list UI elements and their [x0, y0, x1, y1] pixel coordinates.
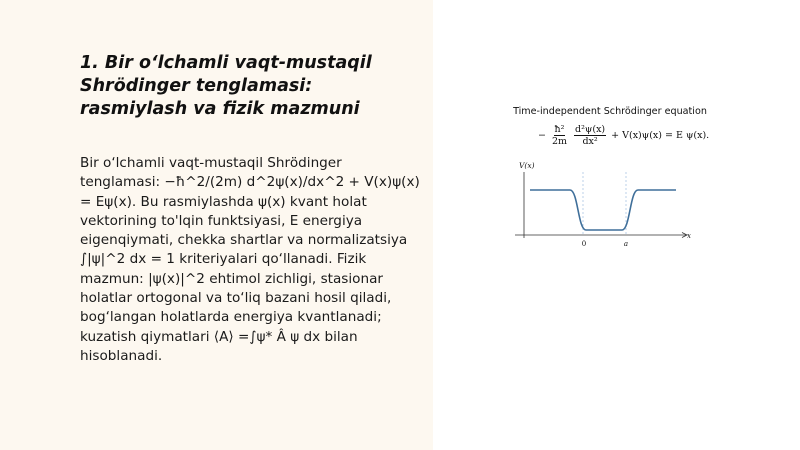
tick-label-a: a [623, 240, 629, 248]
x-axis-label: x [687, 232, 691, 240]
equation-minus: − [538, 130, 546, 141]
equation-coefficient-denominator: 2m [551, 136, 568, 147]
equation-derivative [574, 124, 606, 147]
potential-well-curve [530, 190, 676, 230]
tick-label-0: 0 [581, 240, 587, 248]
slide-body: Bir o‘lchamli vaqt-mustaqil Shrödinger tenglamasi: −ħ^2/(2m) d^2ψ(x)/dx^2 + V(x)ψ(x) = Eψ(x). Bu rasmiylashda ψ(x) kvant holat vektorining to'lqin funktsiyasi, E energiya eigenqiymati, chekka shartlar va normalizatsiya ∫|ψ|^2 dx = 1 kriteriyalari qo‘llanadi. Fizik mazmun: |ψ(x)|^2 ehtimol zichligi, stasionar holatlar ortogonal va to‘liq bazani hosil qiladi, bog‘langan holatlarda energiya kvantlanadi; kuzatish qiymatlari ⟨A⟩ =∫ψ* Â ψ dx bilan hisoblanadi. [80, 155, 420, 364]
y-axis-label: V(x) [519, 161, 535, 170]
equation-coefficient-numerator: ħ² [554, 124, 565, 135]
equation-coefficient [551, 124, 568, 147]
equation-rest: + V(x)ψ(x) = E ψ(x). [611, 130, 710, 141]
schrodinger-equation [536, 124, 711, 147]
figure-title: Time-independent Schrödinger equation [513, 106, 707, 117]
potential-plot [510, 158, 700, 250]
equation-derivative-numerator: d²ψ(x) [575, 124, 606, 135]
slide-title: 1. Bir o‘lchamli vaqt-mustaqil Shrödinger tenglamasi: rasmiylash va fizik mazmuni [80, 53, 372, 119]
equation-derivative-denominator: dx² [582, 136, 598, 147]
